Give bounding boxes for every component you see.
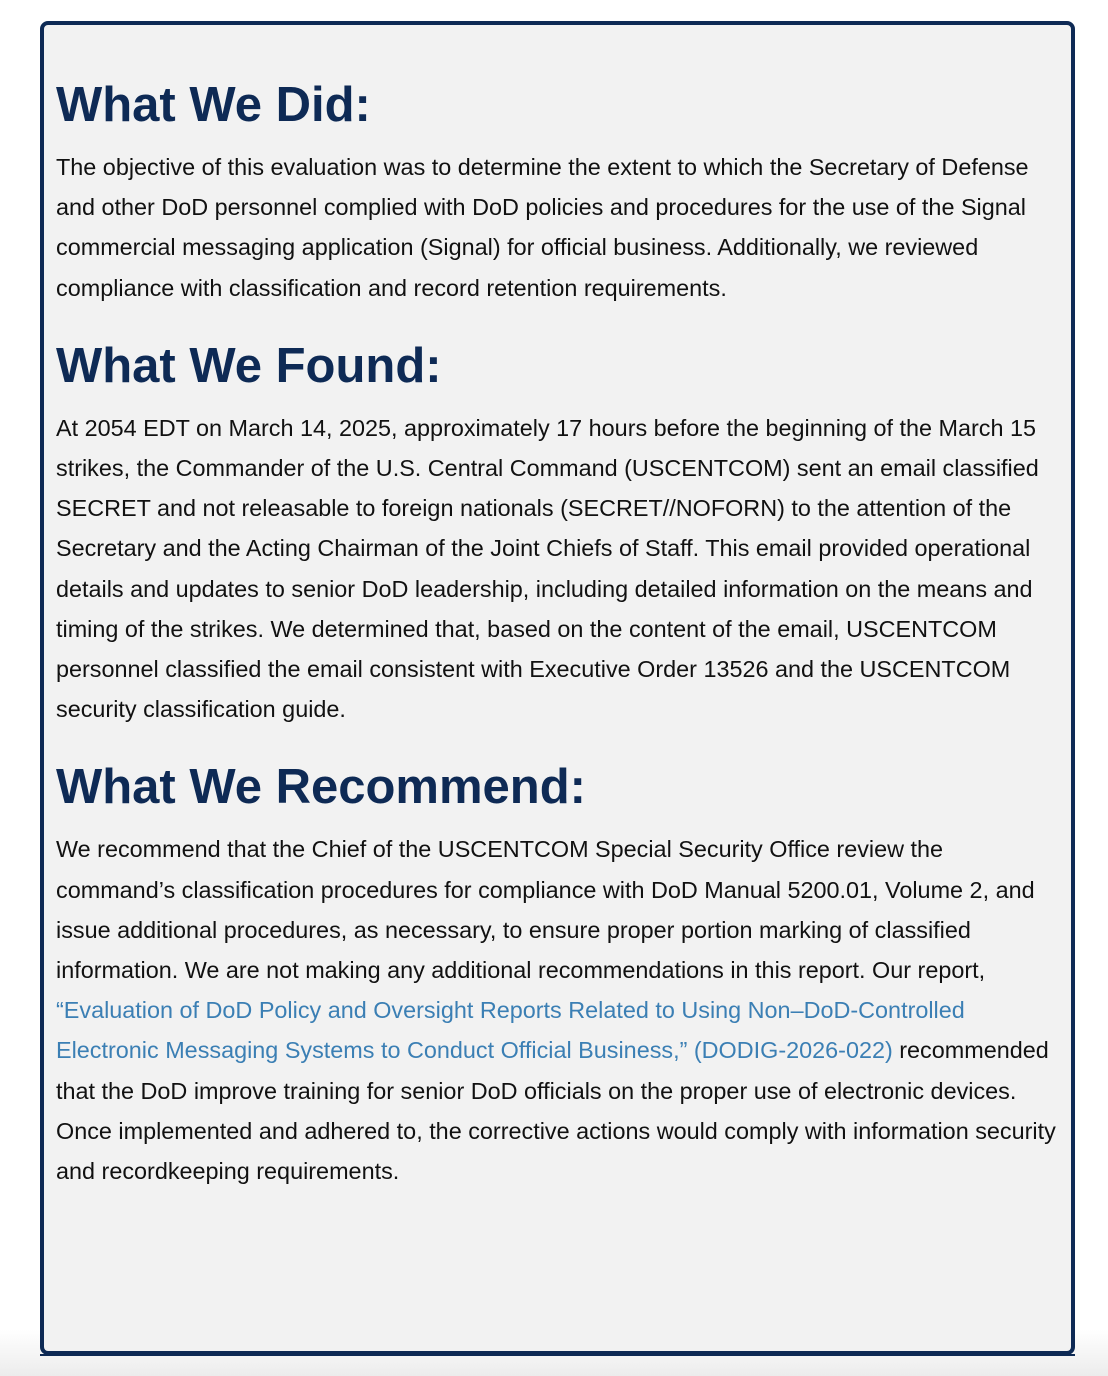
what-we-recommend-section (56, 755, 1059, 1191)
what-we-found-text: At 2054 EDT on March 14, 2025, approximately 17 hours before the beginning of the March 15 strikes, the Commander of the U.S. Central Command (USCENTCOM) sent an email classified SECRET and not releasable to foreign nationals (SECRET//NOFORN) to the attention of the Secretary and the Acting Chairman of the Joint Chiefs of Staff. This email provided operational details and updates to senior DoD leadership, including detailed information on the means and timing of the strikes. We determined that, based on the content of the email, USCENTCOM personnel classified the email consistent with Executive Order 13526 and the USCENTCOM security classification guide. (56, 414, 1039, 723)
bottom-divider (40, 1354, 1075, 1356)
what-we-found-heading: What We Found: (56, 338, 442, 393)
what-we-recommend-text (56, 829, 1059, 1191)
recommend-text-after-link: recommended that the DoD improve training for senior DoD officials on the proper use of electronic devices. Once implemented and adhered to, the corrective actions would comply with information security and recordkeeping requirements. (56, 1037, 1056, 1185)
what-we-recommend-heading: What We Recommend: (56, 760, 586, 815)
what-we-did-heading: What We Did: (56, 78, 371, 132)
what-we-did-text: The objective of this evaluation was to determine the extent to which the Secretary of Defense and other DoD personnel complied with DoD policies and procedures for the use of the Signal commercial messaging application (Signal) for official business. Additionally, we reviewed compliance with classification and record retention requirements. (56, 154, 1029, 301)
what-we-found-section (56, 334, 1059, 730)
recommend-text-before-link: We recommend that the Chief of the USCENTCOM Special Security Office review the command’s classification procedures for compliance with DoD Manual 5200.01, Volume 2, and issue additional procedures, as necessary, to ensure proper portion marking of classified information. We are not making any additional recommendations in this report. Our report, (56, 836, 1035, 984)
what-we-did-section (56, 73, 1059, 308)
summary-panel (40, 21, 1075, 1355)
report-reference-link[interactable]: “Evaluation of DoD Policy and Oversight Reports Related to Using Non–DoD-Controlled Electronic Messaging Systems to Conduct Official Business,” (DODIG-2026-022) (56, 997, 965, 1064)
